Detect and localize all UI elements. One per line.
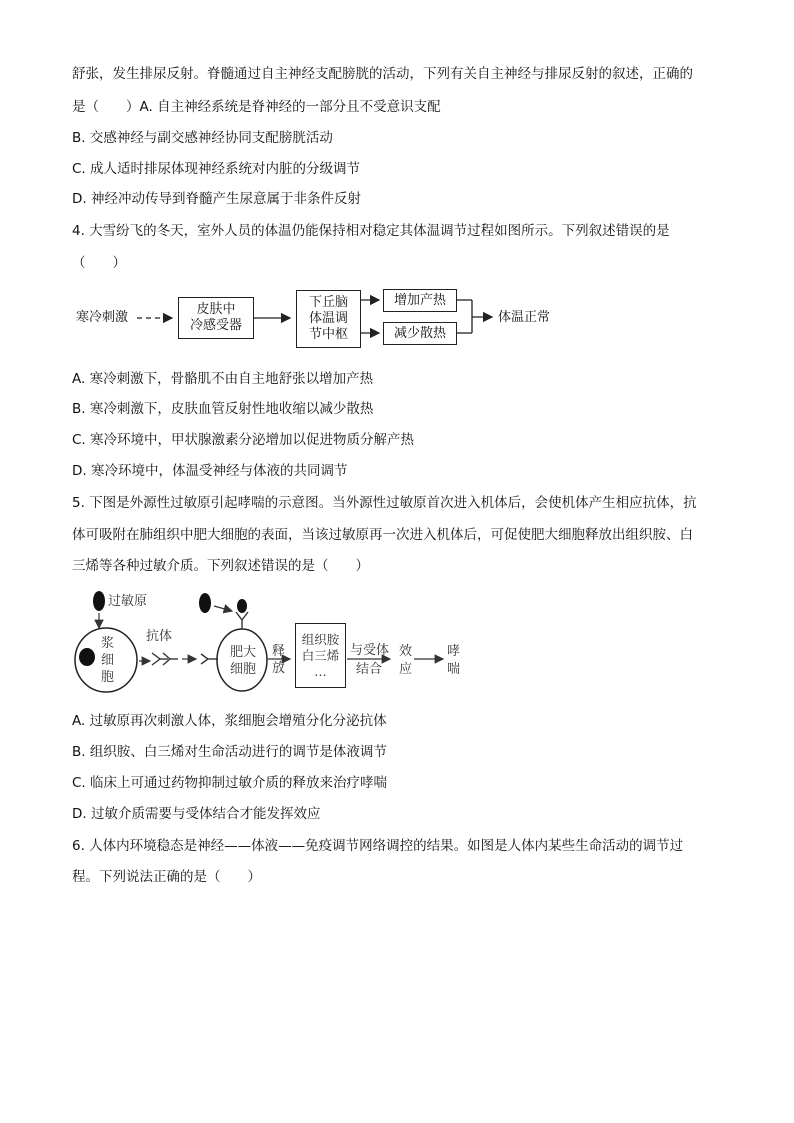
- q5-option-a: A. 过敏原再次刺激人体，浆细胞会增殖分化分泌抗体: [72, 713, 387, 729]
- plasma-cell-label-2: 细: [101, 653, 115, 668]
- receptor-binding-label-2: 结合: [356, 662, 383, 677]
- allergen-particle: [93, 591, 105, 611]
- plasma-cell-label-3: 胞: [101, 670, 115, 685]
- mediator-line-2: 白三烯: [301, 647, 340, 663]
- bound-allergen: [237, 599, 247, 613]
- q5-stem-line-3: 三烯等各种过敏介质。下列叙述错误的是（ ）: [72, 558, 369, 574]
- asthma-label-2: 喘: [447, 662, 461, 677]
- q3-stem-line-1: 舒张，发生排尿反射。脊髓通过自主神经支配膀胱的活动，下列有关自主神经与排尿反射的叙述，正确的: [72, 66, 693, 82]
- allergen-label: 过敏原: [108, 594, 148, 609]
- center-line-2: 体温调: [308, 311, 348, 326]
- receptor-binding-label-1: 与受体: [350, 643, 390, 658]
- center-line-3: 节中枢: [308, 327, 348, 342]
- antibody-icon: [152, 653, 178, 665]
- allergen-second-particle: [199, 593, 211, 613]
- q5-option-c: C. 临床上可通过药物抑制过敏介质的释放来治疗哮喘: [72, 775, 388, 791]
- release-label-2: 放: [272, 661, 286, 676]
- heat-production-label: 增加产热: [393, 292, 446, 308]
- normal-temperature-label: 体温正常: [498, 310, 551, 325]
- q5-stem-line-2: 体可吸附在肺组织中肥大细胞的表面，当该过敏原再一次进入机体后，可促使肥大细胞释放出组织胺、白: [72, 527, 693, 543]
- q6-stem-line-1: 6. 人体内环境稳态是神经——体液——免疫调节网络调控的结果。如图是人体内某些生命活动的调节过: [72, 838, 684, 854]
- q3-option-c: C. 成人适时排尿体现神经系统对内脏的分级调节: [72, 161, 361, 177]
- q4-stem-line-2: （ ）: [72, 255, 126, 271]
- heat-loss-label: 减少散热: [393, 325, 446, 341]
- effect-label-1: 效: [399, 644, 413, 659]
- q4-option-d: D. 寒冷环境中，体温受神经与体液的共同调节: [72, 463, 348, 479]
- mediator-line-3: …: [314, 663, 327, 679]
- plasma-cell-nucleus: [79, 648, 95, 666]
- q4-stem-line-1: 4. 大雪纷飞的冬天，室外人员的体温仍能保持相对稳定其体温调节过程如图所示。下列叙述错误的是: [72, 223, 670, 239]
- q6-stem-line-2: 程。下列说法正确的是（ ）: [72, 869, 261, 885]
- q5-stem-line-1: 5. 下图是外源性过敏原引起哮喘的示意图。当外源性过敏原首次进入机体后，会使机体产生相应抗体，抗: [72, 495, 697, 511]
- bound-antibody-left-icon: [201, 654, 218, 664]
- center-line-1: 下丘脑: [308, 295, 348, 310]
- mediator-box: [295, 623, 346, 688]
- q4-option-c: C. 寒冷环境中，甲状腺激素分泌增加以促进物质分解产热: [72, 432, 415, 448]
- receptor-line-2: 冷感受器: [189, 318, 242, 333]
- effect-label-2: 应: [399, 662, 413, 677]
- allergen-second-arrow: [214, 606, 232, 611]
- q4-option-b: B. 寒冷刺激下，皮肤血管反射性地收缩以减少散热: [72, 401, 374, 417]
- cold-stimulus-label: 寒冷刺激: [76, 310, 129, 325]
- asthma-label-1: 哮: [447, 644, 461, 659]
- mast-cell-label-2: 细胞: [230, 662, 257, 677]
- mast-cell-label-1: 肥大: [230, 645, 257, 660]
- plasma-cell-label-1: 浆: [101, 636, 115, 651]
- receptor-line-1: 皮肤中: [196, 302, 236, 317]
- bound-antibody-top-icon: [236, 612, 248, 629]
- q5-option-d: D. 过敏介质需要与受体结合才能发挥效应: [72, 806, 321, 822]
- q3-option-b: B. 交感神经与副交感神经协同支配膀胱活动: [72, 130, 333, 146]
- q5-option-b: B. 组织胺、白三烯对生命活动进行的调节是体液调节: [72, 744, 387, 760]
- mediator-line-1: 组织胺: [301, 631, 340, 647]
- release-label-1: 释: [272, 644, 286, 659]
- q3-option-d: D. 神经冲动传导到脊髓产生尿意属于非条件反射: [72, 191, 361, 207]
- q3-stem-line-2: 是（ ）A. 自主神经系统是脊神经的一部分且不受意识支配: [72, 99, 441, 115]
- q4-option-a: A. 寒冷刺激下，骨骼肌不由自主地舒张以增加产热: [72, 371, 374, 387]
- antibody-label: 抗体: [146, 629, 173, 644]
